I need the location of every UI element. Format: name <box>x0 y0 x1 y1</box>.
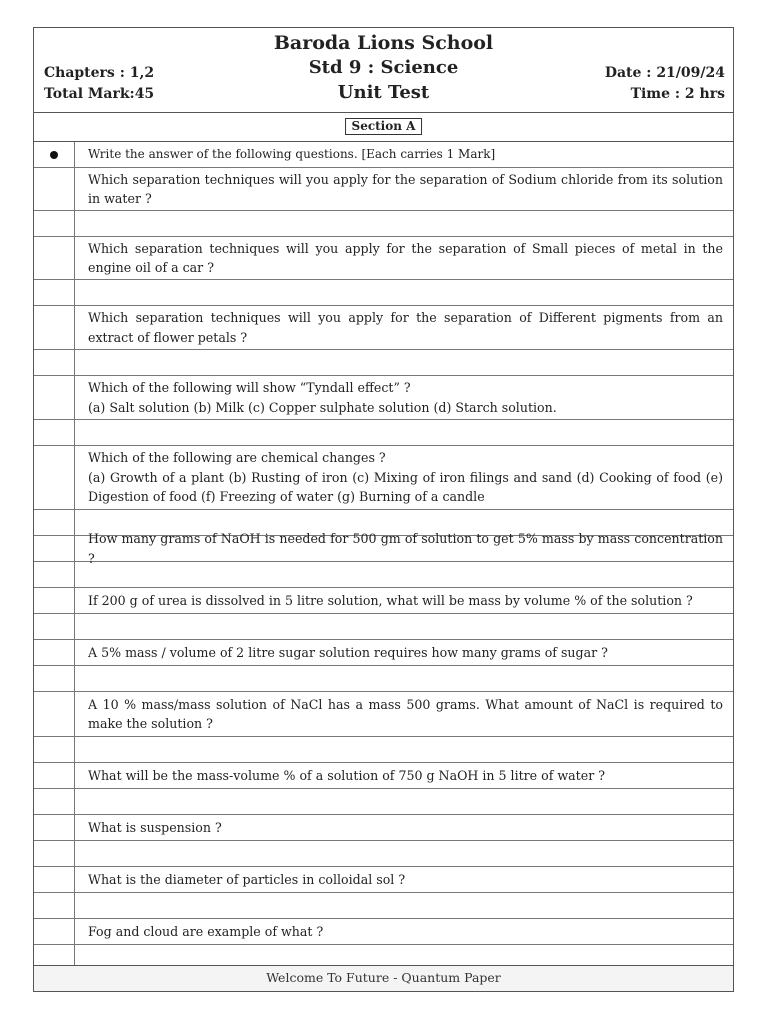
answer-cell <box>75 893 733 918</box>
answer-cell <box>75 841 733 866</box>
question-row <box>34 237 733 280</box>
answer-cell <box>75 562 733 587</box>
question-cell <box>75 815 733 840</box>
question-text: If 200 g of urea is dissolved in 5 litre solution, what will be mass by volume % of the solution ? <box>88 592 693 608</box>
bullet-icon <box>50 151 58 159</box>
question-row <box>34 588 733 614</box>
answer-number-cell <box>34 945 75 966</box>
answer-row <box>34 666 733 692</box>
answer-row <box>34 350 733 376</box>
question-row <box>34 376 733 420</box>
page-footer: Welcome To Future - Quantum Paper <box>34 965 733 991</box>
answer-number-cell <box>34 510 75 535</box>
question-number-cell <box>34 237 75 279</box>
answer-cell <box>75 280 733 305</box>
answer-number-cell <box>34 350 75 375</box>
answer-row <box>34 945 733 966</box>
question-row <box>34 446 733 510</box>
instruction-text: Write the answer of the following questions. [Each carries 1 Mark] <box>88 146 496 161</box>
answer-row <box>34 737 733 763</box>
question-number-cell <box>34 919 75 944</box>
question-text: Which of the following will show “Tyndall effect” ? <box>88 380 411 395</box>
answer-cell <box>75 614 733 639</box>
total-mark-label: Total Mark:45 <box>44 86 155 102</box>
answer-row <box>34 841 733 867</box>
question-row <box>34 531 733 566</box>
question-paper <box>33 27 734 992</box>
answer-row <box>34 562 733 588</box>
answer-cell <box>75 737 733 762</box>
question-number-cell <box>34 640 75 665</box>
question-cell <box>75 306 733 349</box>
question-cell <box>75 376 733 419</box>
school-name: Baroda Lions School <box>273 32 494 54</box>
answer-cell <box>75 666 733 691</box>
question-row <box>34 867 733 893</box>
question-number-cell <box>34 867 75 892</box>
section-label: Section A <box>345 118 423 135</box>
test-title: Unit Test <box>337 82 430 103</box>
question-cell <box>75 168 733 210</box>
answer-number-cell <box>34 893 75 918</box>
question-row <box>34 919 733 945</box>
answer-number-cell <box>34 420 75 445</box>
question-cell <box>75 531 733 566</box>
answer-cell <box>75 211 733 236</box>
question-cell <box>75 640 733 665</box>
question-cell <box>75 588 733 613</box>
answer-cell <box>75 350 733 375</box>
question-row <box>34 763 733 789</box>
question-text: Which of the following are chemical changes ? <box>88 450 386 466</box>
instruction-row <box>34 142 733 168</box>
answer-row <box>34 211 733 237</box>
chapters-label: Chapters : 1,2 <box>44 65 155 81</box>
answer-number-cell <box>34 666 75 691</box>
answer-number-cell <box>34 841 75 866</box>
answer-row <box>34 614 733 640</box>
answer-row <box>34 893 733 919</box>
question-cell <box>75 692 733 736</box>
answer-number-cell <box>34 211 75 236</box>
question-options: (a) Salt solution (b) Milk (c) Copper sulphate solution (d) Starch solution. <box>88 399 557 415</box>
question-number-cell <box>34 763 75 788</box>
answer-cell <box>75 945 733 966</box>
question-number-cell <box>34 536 75 561</box>
question-table <box>34 142 733 966</box>
question-number-cell <box>34 306 75 349</box>
question-cell <box>75 867 733 892</box>
instruction-cell <box>75 142 733 167</box>
question-text: Which separation techniques will you apply for the separation of Different pigments from an extract of flower petals ? <box>88 310 723 345</box>
standard-subject: Std 9 : Science <box>308 57 459 78</box>
question-cell <box>75 446 733 509</box>
question-cell <box>75 237 733 279</box>
section-heading-row <box>34 113 733 142</box>
question-text: How many grams of NaOH is needed for 500 gm of solution to get 5% mass by mass concentration ? <box>88 531 723 566</box>
question-options: (a) Growth of a plant (b) Rusting of iron (c) Mixing of iron filings and sand (d) Cooking of food (e) Digestion of food (f) Freezing of water (g) Burning of a candle <box>88 469 723 505</box>
answer-number-cell <box>34 614 75 639</box>
question-text: Fog and cloud are example of what ? <box>88 923 324 939</box>
time-label: Time : 2 hrs <box>630 86 725 102</box>
answer-row <box>34 280 733 306</box>
question-row <box>34 306 733 350</box>
answer-number-cell <box>34 280 75 305</box>
answer-number-cell <box>34 789 75 814</box>
question-number-cell <box>34 376 75 419</box>
question-number-cell <box>34 692 75 736</box>
question-cell <box>75 763 733 788</box>
question-text: A 5% mass / volume of 2 litre sugar solution requires how many grams of sugar ? <box>88 644 608 660</box>
bullet-cell <box>34 142 75 167</box>
answer-cell <box>75 789 733 814</box>
question-number-cell <box>34 588 75 613</box>
question-number-cell <box>34 168 75 210</box>
answer-number-cell <box>34 562 75 587</box>
paper-header <box>34 28 733 113</box>
question-text: What is the diameter of particles in colloidal sol ? <box>88 871 406 887</box>
question-text: What is suspension ? <box>88 819 222 835</box>
question-row <box>34 692 733 737</box>
answer-cell <box>75 420 733 445</box>
answer-number-cell <box>34 737 75 762</box>
question-number-cell <box>34 446 75 509</box>
date-label: Date : 21/09/24 <box>604 65 725 81</box>
question-row <box>34 815 733 841</box>
question-text: What will be the mass-volume % of a solution of 750 g NaOH in 5 litre of water ? <box>88 767 605 783</box>
answer-row <box>34 789 733 815</box>
question-text: Which separation techniques will you apply for the separation of Sodium chloride from its solution in water ? <box>88 171 723 206</box>
question-number-cell <box>34 815 75 840</box>
question-row <box>34 640 733 666</box>
question-text: Which separation techniques will you apply for the separation of Small pieces of metal in the engine oil of a car ? <box>88 240 723 275</box>
question-cell <box>75 919 733 944</box>
question-row <box>34 168 733 211</box>
answer-row <box>34 420 733 446</box>
question-text: A 10 % mass/mass solution of NaCl has a mass 500 grams. What amount of NaCl is required to make the solution ? <box>88 696 723 731</box>
